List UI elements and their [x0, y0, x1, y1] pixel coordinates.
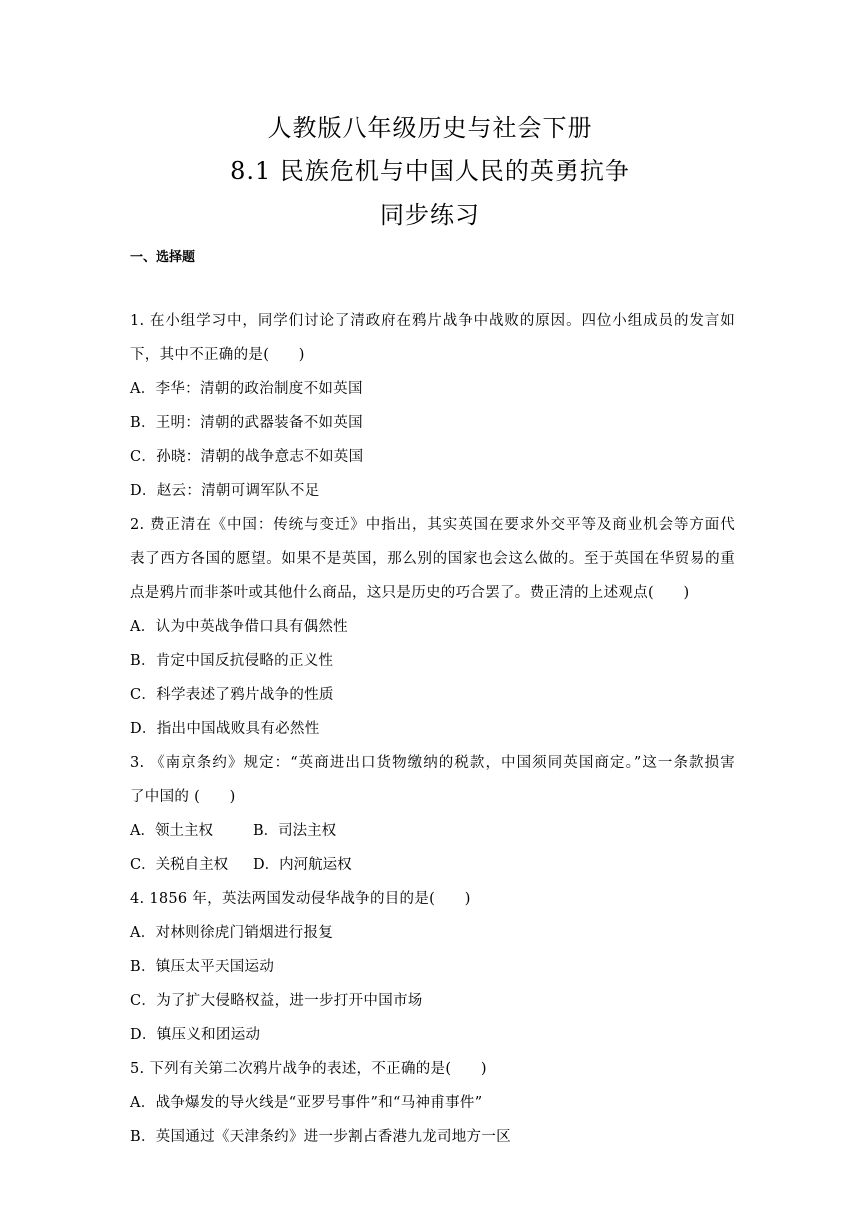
question-4-stem: 4. 1856 年，英法两国发动侵华战争的目的是( ) [130, 891, 471, 907]
question-3-options-row-1 [130, 821, 336, 841]
question-3-stem-line-2: 了中国的 ( ) [130, 789, 236, 805]
question-1-stem-line-1: 1. 在小组学习中，同学们讨论了清政府在鸦片战争中战败的原因。四位小组成员的发言如 [130, 313, 735, 329]
question-2-option-a: A．认为中英战争借口具有偶然性 [130, 619, 348, 635]
question-2-option-b: B．肯定中国反抗侵略的正义性 [130, 653, 334, 669]
question-4-option-b: B．镇压太平天国运动 [130, 959, 275, 975]
question-1-option-c: C．孙晓：清朝的战争意志不如英国 [130, 449, 364, 465]
question-5-option-b: B．英国通过《天津条约》进一步割占香港九龙司地方一区 [130, 1129, 511, 1145]
question-3-option-a: A．领土主权 [130, 823, 213, 839]
lesson-title: 8.1 民族危机与中国人民的英勇抗争 [230, 157, 630, 185]
question-2-stem-line-1: 2. 费正清在《中国：传统与变迁》中指出，其实英国在要求外交平等及商业机会等方面代 [130, 517, 735, 533]
question-1-option-a: A．李华：清朝的政治制度不如英国 [130, 381, 363, 397]
question-2-option-c: C．科学表述了鸦片战争的性质 [130, 687, 334, 703]
document-title: 人教版八年级历史与社会下册 [267, 114, 593, 142]
exercise-title: 同步练习 [380, 201, 480, 229]
section-heading: 一、选择题 [130, 250, 196, 265]
question-4-option-d: D．镇压义和团运动 [130, 1027, 261, 1043]
question-1-stem-line-2: 下，其中不正确的是( ) [130, 347, 305, 363]
question-3-option-b: B．司法主权 [253, 823, 337, 839]
question-2-option-d: D．指出中国战败具有必然性 [130, 721, 320, 737]
question-2-stem-line-3: 点是鸦片而非茶叶或其他什么商品，这只是历史的巧合罢了。费正清的上述观点( ) [130, 585, 690, 601]
question-5-stem: 5. 下列有关第二次鸦片战争的表述，不正确的是( ) [130, 1061, 487, 1077]
question-3-option-d: D．内河航运权 [253, 857, 352, 873]
question-4-option-a: A．对林则徐虎门销烟进行报复 [130, 925, 334, 941]
question-5-option-a: A．战争爆发的导火线是“亚罗号事件”和“马神甫事件” [130, 1095, 483, 1111]
question-1-option-d: D．赵云：清朝可调军队不足 [130, 483, 320, 499]
question-1-option-b: B．王明：清朝的武器装备不如英国 [130, 415, 363, 431]
question-3-option-c: C．关税自主权 [130, 857, 229, 873]
question-3-options-row-2 [130, 855, 352, 875]
question-2-stem-line-2: 表了西方各国的愿望。如果不是英国，那么别的国家也会这么做的。至于英国在华贸易的重 [130, 551, 735, 567]
question-4-option-c: C．为了扩大侵略权益，进一步打开中国市场 [130, 993, 423, 1009]
question-3-stem-line-1: 3. 《南京条约》规定：“英商进出口货物缴纳的税款，中国须同英国商定。”这一条款损害 [130, 755, 735, 771]
